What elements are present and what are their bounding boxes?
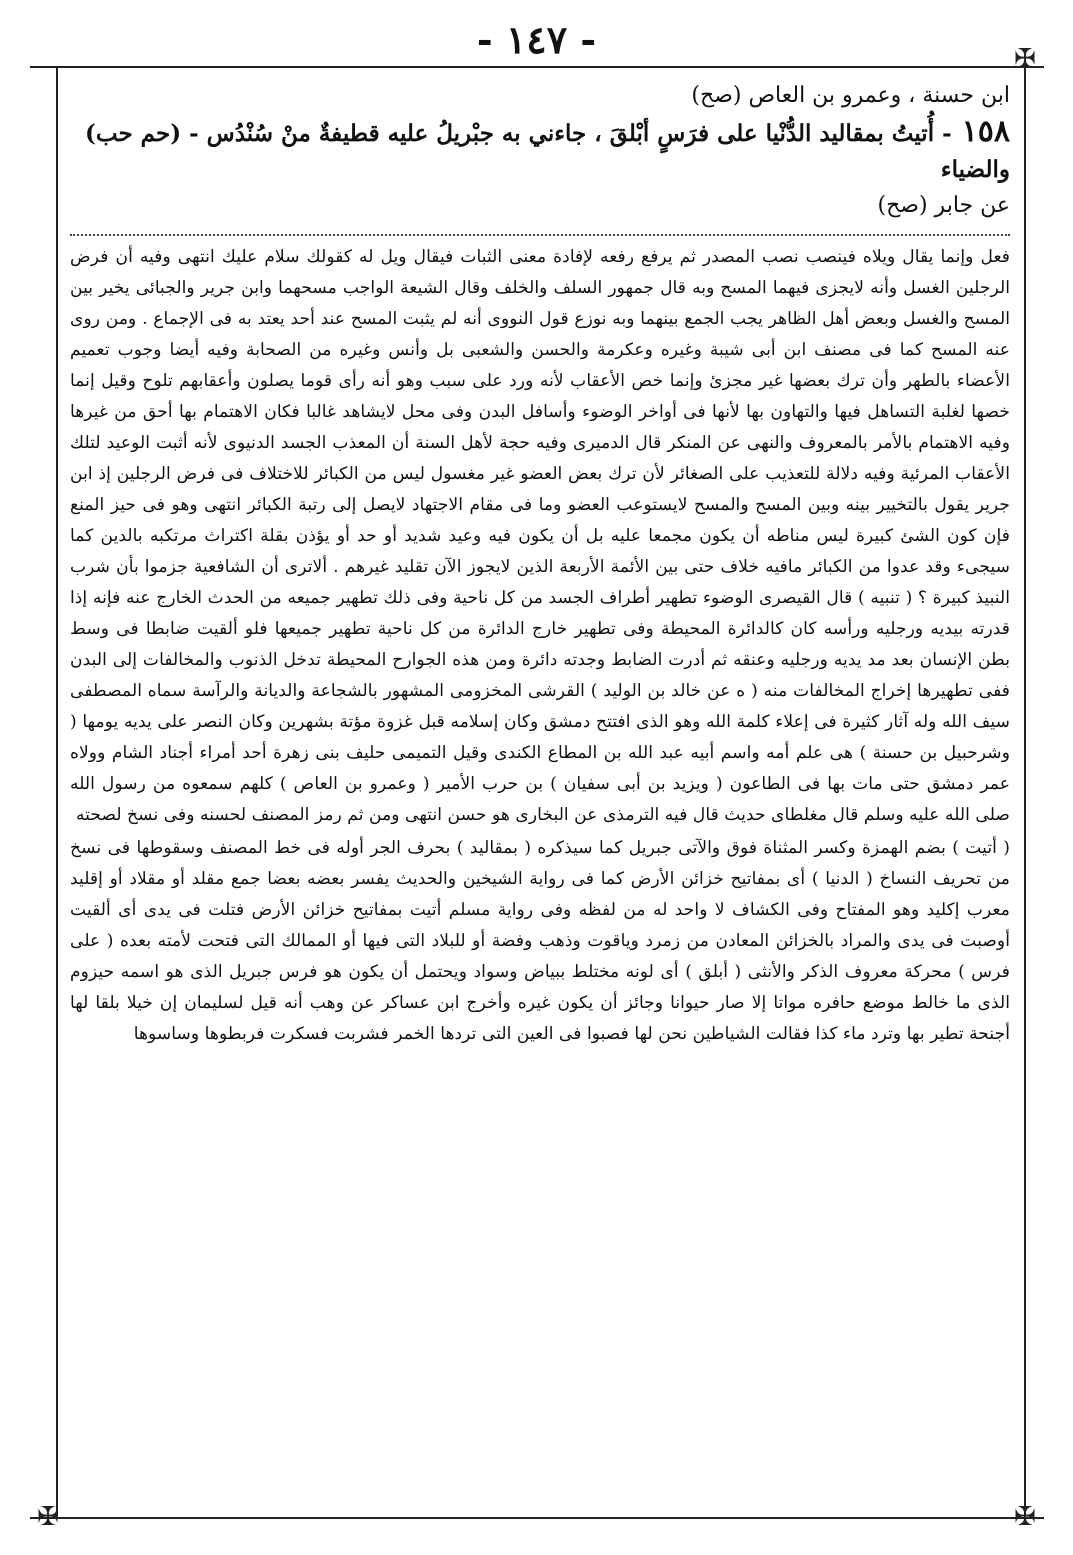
commentary-body — [70, 242, 1010, 1050]
dotted-separator — [70, 234, 1010, 236]
ornament-bottom-right-icon: ✠ — [1014, 1502, 1036, 1532]
header-line-narrator: عن جابر (صح) — [877, 193, 1010, 218]
ornament-top-right-icon: ✠ — [1014, 44, 1036, 74]
page-number: - ١٤٧ - — [476, 17, 597, 62]
frame-bottom-rule — [30, 1517, 1044, 1519]
ornament-bottom-left-icon: ✠ — [37, 1502, 59, 1532]
header-line-source: ابن حسنة ، وعمرو بن العاص (صح) — [691, 83, 1010, 108]
commentary-paragraph: فعل وإنما يقال ويلاه فينصب نصب المصدر ثم يرفع رفعه لإفادة معنى الثبات فيقال ويل له كقولك سلام عليك انتهى وفيه أن فرض الرجلين الغسل وأنه لايجزى فيهما المسح وبه قال جمهور السلف والخلف وقال الشيعة الواجب مسحهما وابن جرير والجبائى يخير بين المسح والغسل وبعض أهل الظاهر يجب الجمع بينهما وبه نوزع قول النووى أنه لم يثبت المسح عند أحد يعتد به فى الإجماع . ومن روى عنه المسح كما فى مصنف ابن أبى شيبة وغيره وعكرمة والحسن والشعبى بل وأنس وغيره من الصحابة وفيه أيضا وجوب تعميم الأعضاء بالطهر وأن ترك بعضها غير مجزئ وإنما خص الأعقاب لأنه ورد على سبب وهو أنه رأى قوما يصلون وأعقابهم تلوح وقيل إنما خصها لغلبة التساهل فيها والتهاون بها لأنها فى أواخر الوضوء وأسافل البدن وفى محل لايشاهد غالبا فكان الاهتمام بها أحق من غيرها وفيه الاهتمام بالأمر بالمعروف والنهى عن المنكر قال الدميرى وفيه حجة لأهل السنة أن المعذب الجسد الدنيوى لأنه أثبت الوعيد لتلك الأعقاب المرئية وفيه دلالة للتعذيب على الصغائر لأن ترك بعض العضو غير مغسول ليس من الكبائر للاختلاف فى فرض الرجلين إذ ابن جرير يقول بالتخيير بينه وبين المسح والمسح لايستوعب العضو وما فى مقام الاجتهاد لايصل إلى رتبة الكبائر انتهى وهو فى حيز المنع فإن كون الشئ كبيرة ليس مناطه أن يكون مجمعا عليه بل أن يكون فيه وعيد شديد أو حد أو يؤذن بقلة اكتراث مرتكبه بالدين كما سيجىء وقد عدوا من الكبائر مافيه خلاف حتى بين الأئمة الأربعة الذين لايجوز الآن تقليد غيرهم . ألاترى أن الشافعية جزموا بأن شرب النبيذ كبيرة ؟ ( تنبيه ) قال القيصرى الوضوء تطهير أطراف الجسد من كل ناحية وفى ذلك تطهير جميعه من الحدث الخارج عنه فإنه إذا قدرته بيديه ورجليه ورأسه كان كالدائرة المحيطة وفى تطهير خارج الدائرة من كل ناحية تطهير جميعها فلو ألقيت ضابطا فى وسط بطن الإنسان بعد مد يديه ورجليه وعنقه ثم أدرت الضابط وجدته دائرة ومن هذه الجوارح المحيطة تدخل الذنوب والمخالفات إلى البدن ففى تطهيرها إخراج المخالفات منه ( ه عن خالد بن الوليد ) القرشى المخزومى المشهور بالشجاعة والديانة والرآسة سماه المصطفى سيف الله وله آثار كثيرة فى إعلاء كلمة الله وهو الذى افتتح دمشق وكان إسلامه قبل غزوة مؤتة بشهرين وكان النصر على يديه يومها ( وشرحبيل بن حسنة ) هى علم أمه واسم أبيه عبد الله بن المطاع الكندى وقيل التميمى حليف بنى زهرة أحد أمراء أجناد الشام وولاه عمر دمشق حتى مات بها فى الطاعون ( ويزيد بن أبى سفيان ) بن حرب الأمير ( وعمرو بن العاص ) كلهم سمعوه من رسول الله صلى الله عليه وسلم قال مغلطاى حديث قال فيه الترمذى عن البخارى هو حسن انتهى ومن ثم رمز المصنف لحسنه وفى نسخ لصحته — [70, 247, 1010, 825]
commentary-paragraph: ( أتيت ) بضم الهمزة وكسر المثناة فوق والآتى جبريل كما سيذكره ( بمقاليد ) بحرف الجر أوله فى خط المصنف وسقوطها فى نسخ من تحريف النساخ ( الدنيا ) أى بمفاتيح خزائن الأرض كما فى رواية الشيخين والحديث يفسر بعضه بعضا جمع مقلد أو مقلاد أو إقليد معرب إكليد وهو المفتاح وفى الكشاف لا واحد له من لفظه وفى رواية مسلم أتيت بمفاتيح خزائن الأرض فتلت فى يدى أى ألقيت أوصبت فى يدى والمراد بالخزائن المعادن من زمرد وياقوت وذهب وفضة أو للبلاد التى فيها أو الممالك التى فتحت لأمته بعده ( على فرس ) محركة معروف الذكر والأنثى ( أبلق ) أى لونه مختلط ببياض وسواد ويحتمل أن يكون هو فرس جبريل الذى هو اسمه حيزوم الذى ما خالط موضع حافره مواتا إلا صار حيوانا وجائز أن يكون غيره وأخرج ابن عساكر عن وهب أنه قيل لسليمان إن خيلا بلقا لها أجنحة تطير بها وترد ماء كذا فقالت الشياطين نحن لها فصبوا فى العين التى تردها الخمر فشربت فسكرت فربطوها وساسوها — [70, 838, 1010, 1044]
hadith-text: - أُتيتُ بمقاليد الدُّنْيا على فرَسٍ أبْلقَ ، جاءني به جبْريلُ عليه قطيفةٌ منْ سُنْدُس - (حم حب) والضياء — [84, 120, 1010, 183]
hadith-number: ١٥٨ — [961, 114, 1010, 149]
hadith-entry — [70, 114, 1010, 188]
page-content — [70, 78, 1010, 1050]
